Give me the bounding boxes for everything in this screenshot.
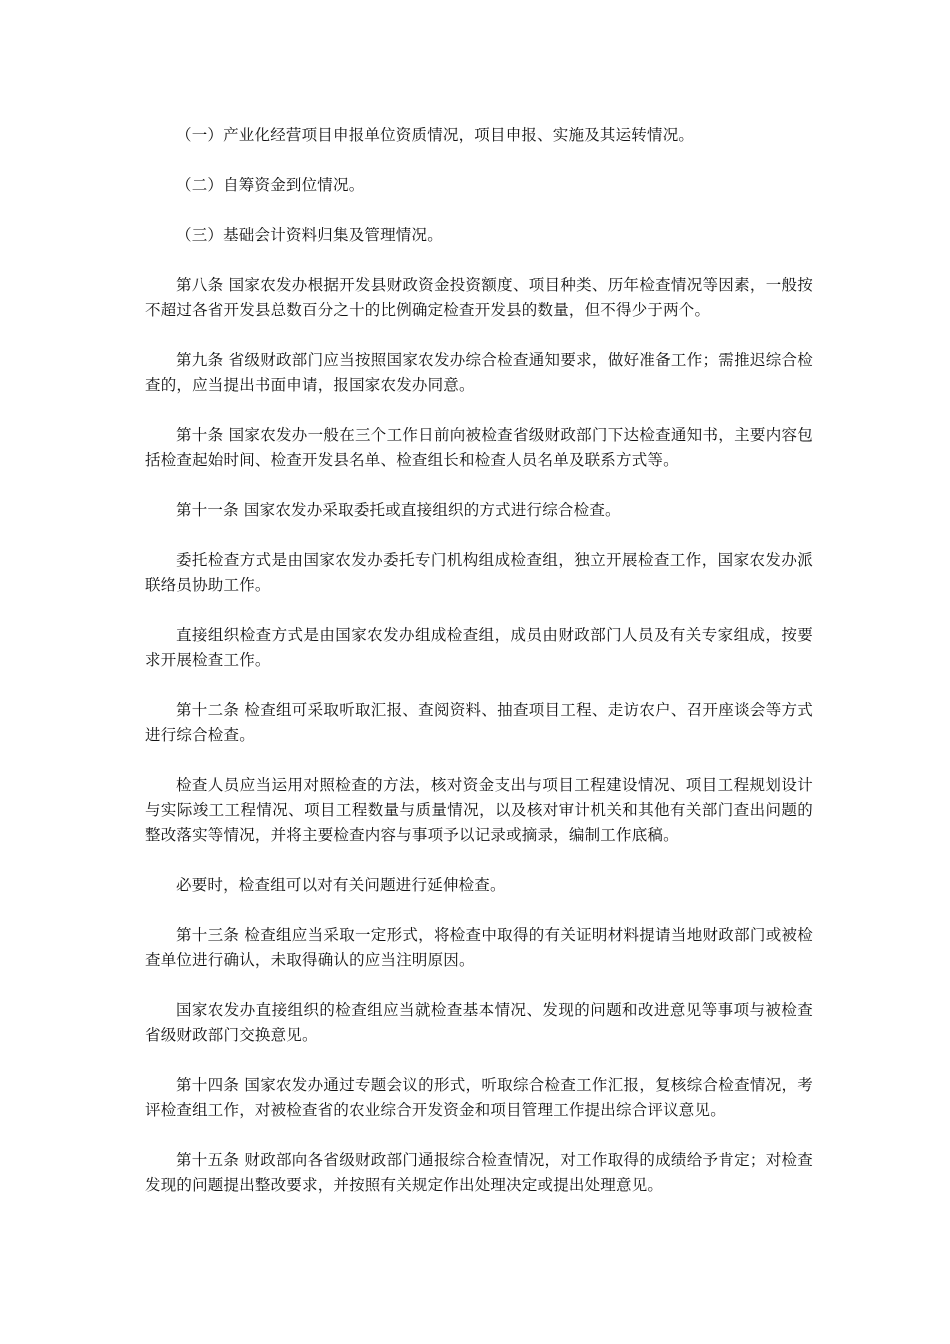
document-body — [145, 123, 813, 1223]
paragraph-1: （一）产业化经营项目申报单位资质情况，项目申报、实施及其运转情况。 — [176, 126, 695, 144]
paragraph-extended-inspection: 必要时，检查组可以对有关问题进行延伸检查。 — [176, 876, 506, 894]
paragraph-exchange-opinions: 国家农发办直接组织的检查组应当就检查基本情况、发现的问题和改进意见等事项与被检查省级财政部门交换意见。 — [145, 1001, 813, 1044]
paragraph-inspection-method: 检查人员应当运用对照检查的方法，核对资金支出与项目工程建设情况、项目工程规划设计与实际竣工工程情况、项目工程数量与质量情况，以及核对审计机关和其他有关部门查出问题的整改落实等情况，并将主要检查内容与事项予以记录或摘录，编制工作底稿。 — [145, 776, 813, 844]
paragraph-entrusted-inspection: 委托检查方式是由国家农发办委托专门机构组成检查组，独立开展检查工作，国家农发办派联络员协助工作。 — [145, 551, 813, 594]
paragraph-direct-inspection: 直接组织检查方式是由国家农发办组成检查组，成员由财政部门人员及有关专家组成，按要求开展检查工作。 — [145, 626, 813, 669]
paragraph-article-8: 第八条 国家农发办根据开发县财政资金投资额度、项目种类、历年检查情况等因素，一般按不超过各省开发县总数百分之十的比例确定检查开发县的数量，但不得少于两个。 — [145, 276, 813, 319]
paragraph-3: （三）基础会计资料归集及管理情况。 — [176, 226, 443, 244]
paragraph-article-10: 第十条 国家农发办一般在三个工作日前向被检查省级财政部门下达检查通知书，主要内容包括检查起始时间、检查开发县名单、检查组长和检查人员名单及联系方式等。 — [145, 426, 813, 469]
paragraph-article-14: 第十四条 国家农发办通过专题会议的形式，听取综合检查工作汇报，复核综合检查情况，考评检查组工作，对被检查省的农业综合开发资金和项目管理工作提出综合评议意见。 — [145, 1076, 813, 1119]
paragraph-article-12: 第十二条 检查组可采取听取汇报、查阅资料、抽查项目工程、走访农户、召开座谈会等方式进行综合检查。 — [145, 701, 813, 744]
paragraph-2: （二）自筹资金到位情况。 — [176, 176, 365, 194]
paragraph-article-13: 第十三条 检查组应当采取一定形式，将检查中取得的有关证明材料提请当地财政部门或被检查单位进行确认，未取得确认的应当注明原因。 — [145, 926, 813, 969]
paragraph-article-15: 第十五条 财政部向各省级财政部门通报综合检查情况，对工作取得的成绩给予肯定；对检查发现的问题提出整改要求，并按照有关规定作出处理决定或提出处理意见。 — [145, 1151, 813, 1194]
paragraph-article-9: 第九条 省级财政部门应当按照国家农发办综合检查通知要求，做好准备工作；需推迟综合检查的，应当提出书面申请，报国家农发办同意。 — [145, 351, 813, 394]
paragraph-article-11: 第十一条 国家农发办采取委托或直接组织的方式进行综合检查。 — [176, 501, 621, 519]
